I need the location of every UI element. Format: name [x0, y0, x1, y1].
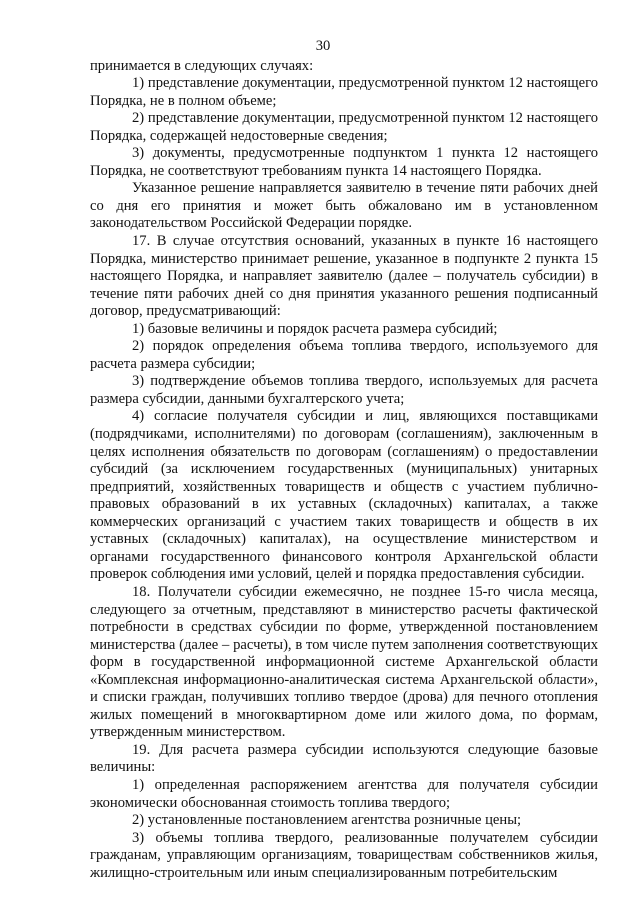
paragraph: 17. В случае отсутствия оснований, указанных в пункте 16 настоящего Порядка, министерство принимает решение, указанное в подпункте 2 пункта 15 настоящего Порядка, и направляет заявителю (далее – получатель субсидии) в течение пяти рабочих дней со дня принятия указанного решения подписанный договор, предусматривающий: — [90, 233, 598, 320]
paragraph: 1) базовые величины и порядок расчета размера субсидий; — [132, 320, 498, 337]
paragraph: 18. Получатели субсидии ежемесячно, не позднее 15-го числа месяца, следующего за отчетным, представляют в министерство расчеты фактической потребности в средствах субсидии по форме, утвержденной постановлением министерства (далее – расчеты), в том числе путем заполнения соответствующих форм в государственной информационной системе Архангельской области «Комплексная информационно-аналитическая система Архангельской области», и списки граждан, получивших топливо твердое (дрова) для печного отопления жилых помещений в многоквартирном доме или жилого дома, по формам, утвержденным министерством. — [90, 583, 598, 741]
page-number: 30 — [315, 38, 331, 54]
paragraph: 1) представление документации, предусмотренной пунктом 12 настоящего Порядка, не в полном объеме; — [90, 75, 598, 109]
paragraph: 3) подтверждение объемов топлива твердого, используемых для расчета размера субсидии, данными бухгалтерского учета; — [90, 373, 598, 407]
paragraph: принимается в следующих случаях: — [90, 57, 314, 74]
paragraph: 3) документы, предусмотренные подпунктом 1 пункта 12 настоящего Порядка, не соответствуют требованиям пункта 14 настоящего Порядка. — [90, 145, 598, 179]
document-body — [90, 58, 598, 883]
paragraph: 4) согласие получателя субсидии и лиц, являющихся поставщиками (подрядчиками, исполнителями) по договорам (соглашениям), заключенным в целях исполнения обязательств по договорам (соглашениям) о предоставлении субсидий (за исключением государственных (муниципальных) унитарных предприятий, хозяйственных товариществ и обществ с участием публично-правовых образований в их уставных (складочных) капиталах, а также коммерческих организаций с участием таких товариществ и обществ в их уставных (складочных) капиталах), на осуществление министерством и органами государственного финансового контроля Архангельской области проверок соблюдения ими условий, целей и порядка предоставления субсидии. — [90, 408, 598, 583]
paragraph: 2) порядок определения объема топлива твердого, используемого для расчета размера субсидии; — [90, 338, 598, 372]
paragraph: 2) установленные постановлением агентства розничные цены; — [132, 812, 522, 829]
paragraph: 19. Для расчета размера субсидии используются следующие базовые величины: — [90, 741, 598, 776]
paragraph: 1) определенная распоряжением агентства для получателя субсидии экономически обоснованная стоимость топлива твердого; — [90, 776, 598, 811]
paragraph: 2) представление документации, предусмотренной пунктом 12 настоящего Порядка, содержащей недостоверные сведения; — [90, 110, 598, 144]
paragraph: Указанное решение направляется заявителю в течение пяти рабочих дней со дня его принятия и может быть обжаловано им в установленном законодательством Российской Федерации порядке. — [90, 180, 598, 232]
paragraph: 3) объемы топлива твердого, реализованные получателем субсидии гражданам, управляющим организациям, товариществам собственников жилья, жилищно-строительным или иным специализированным потребительским — [90, 829, 598, 881]
